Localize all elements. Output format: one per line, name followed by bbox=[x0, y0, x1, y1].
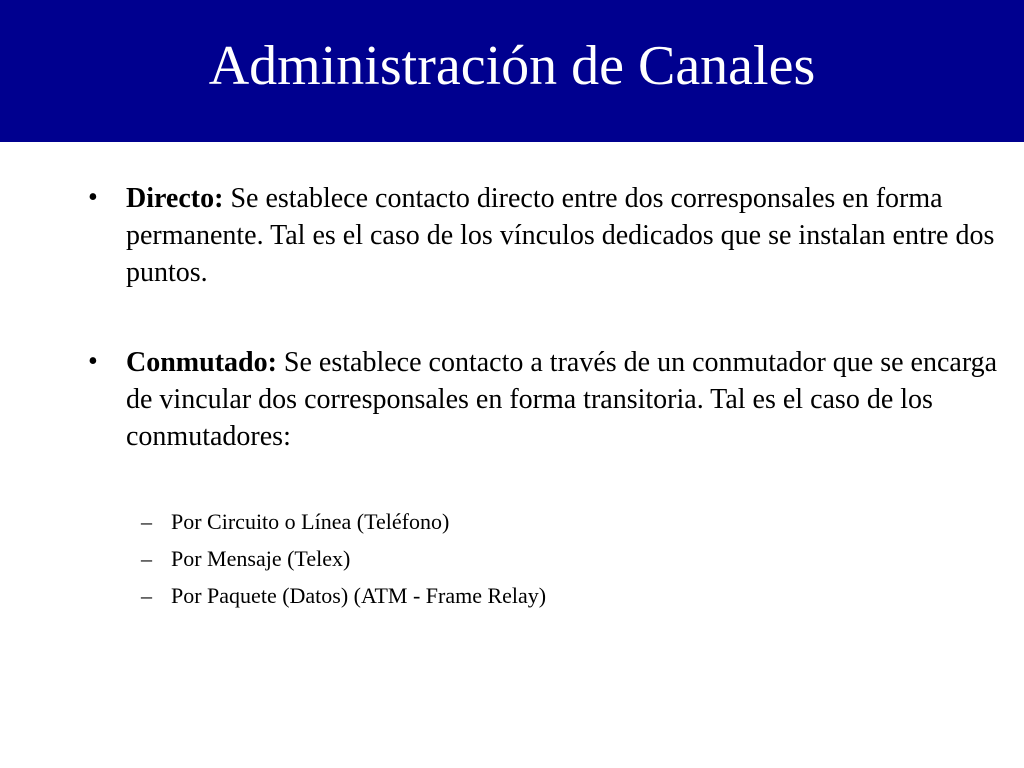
sub-item-marker: – bbox=[141, 546, 152, 571]
bullet-body-directo: Se establece contacto directo entre dos corresponsales en forma permanente. Tal es el caso de los vínculos dedicados que se instalan entre dos puntos. bbox=[126, 183, 995, 288]
bullet-term-directo: Directo: bbox=[126, 183, 224, 214]
sub-item-marker: – bbox=[141, 509, 152, 534]
bullet-body-conmutado: Se establece contacto a través de un conmutador que se encarga de vincular dos corresponsales en forma transitoria. Tal es el caso de los conmutadores: bbox=[126, 347, 998, 452]
bullet-directo bbox=[126, 180, 1006, 291]
slide-title: Administración de Canales bbox=[208, 35, 816, 97]
bullet-marker: • bbox=[88, 346, 98, 377]
sub-item-circuito: Por Circuito o Línea (Teléfono) bbox=[171, 509, 450, 534]
sub-item-marker: – bbox=[141, 583, 152, 608]
bullet-term-conmutado: Conmutado: bbox=[126, 347, 277, 378]
bullet-conmutado bbox=[126, 344, 1006, 455]
bullet-marker: • bbox=[88, 182, 98, 213]
sub-item-mensaje: Por Mensaje (Telex) bbox=[171, 546, 351, 571]
sub-item-paquete: Por Paquete (Datos) (ATM - Frame Relay) bbox=[171, 583, 547, 608]
